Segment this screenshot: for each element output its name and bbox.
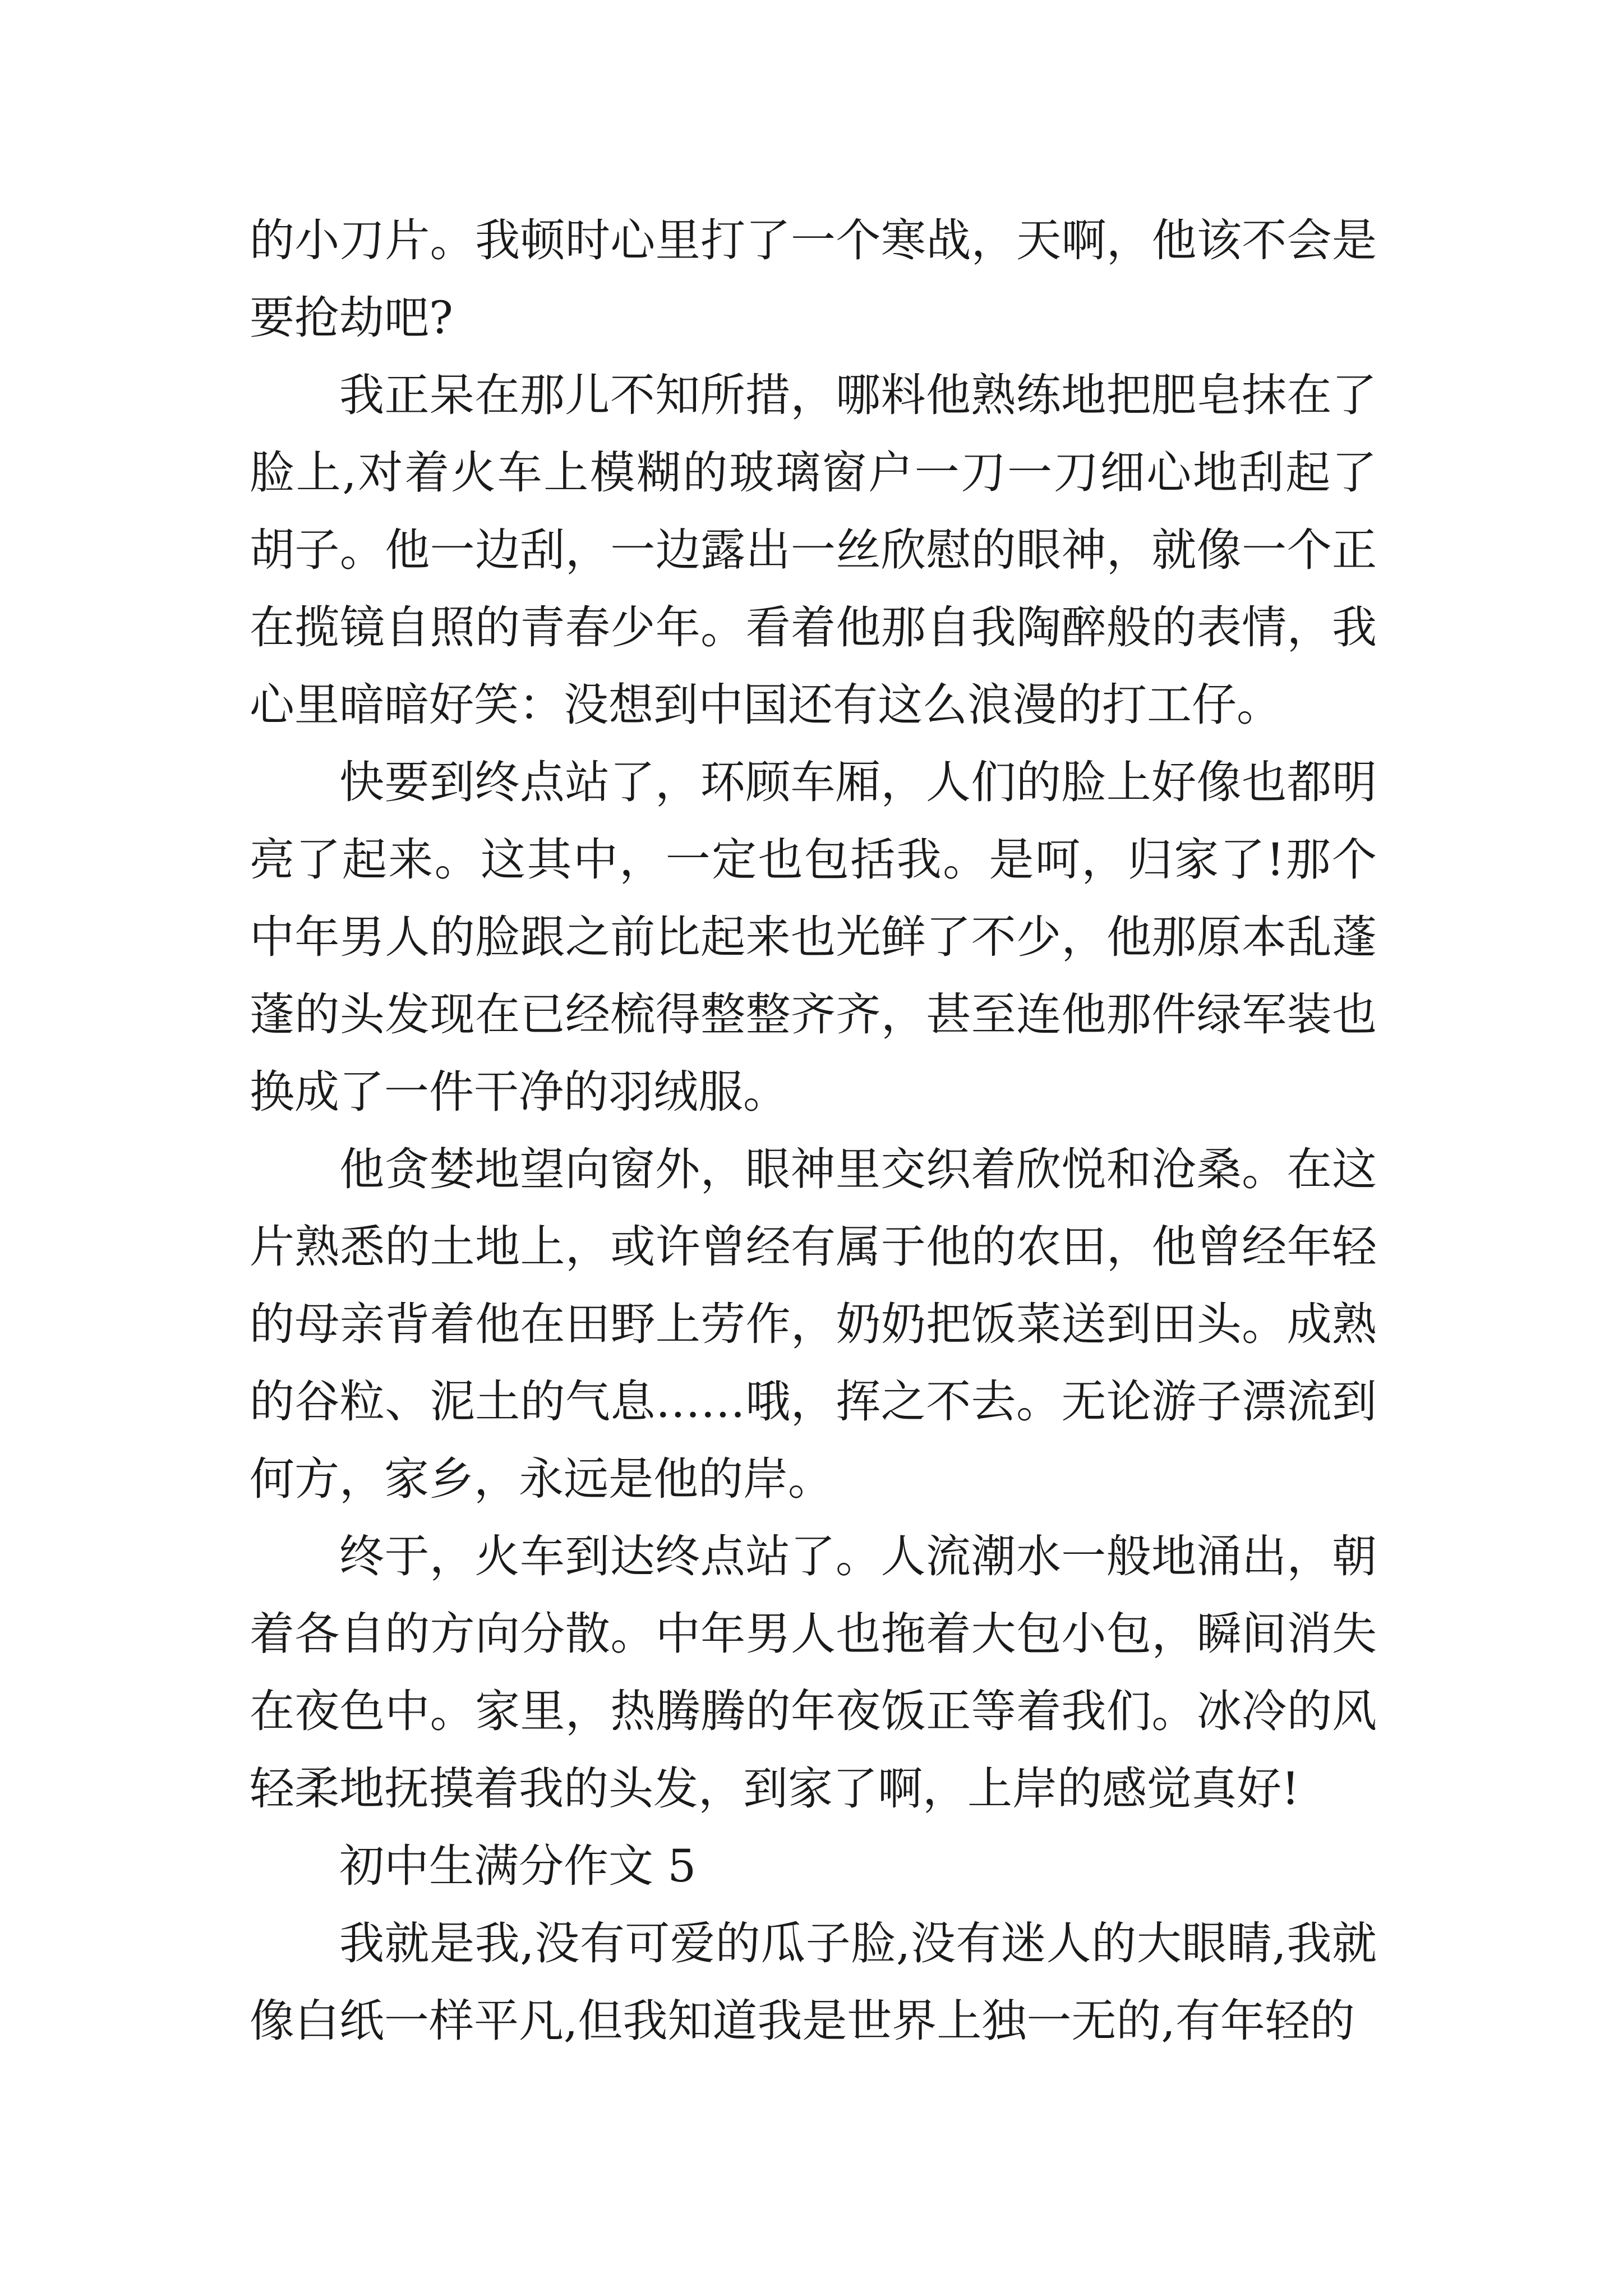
paragraph: 他贪婪地望向窗外，眼神里交织着欣悦和沧桑。在这片熟悉的土地上，或许曾经有属于他的农田，他曾经年轻的母亲背着他在田野上劳作，奶奶把饭菜送到田头。成熟的谷粒、泥土的气息……哦，挥之不去。无论游子漂流到何方，家乡，永远是他的岸。: [250, 1143, 1377, 1505]
paragraph-continuation: 的小刀片。我顿时心里打了一个寒战，天啊，他该不会是要抢劫吧?: [250, 214, 1377, 344]
paragraph: 快要到终点站了，环顾车厢，人们的脸上好像也都明亮了起来。这其中，一定也包括我。是呵，归家了!那个中年男人的脸跟之前比起来也光鲜了不少，他那原本乱蓬蓬的头发现在已经梳得整整齐齐，甚至连他那件绿军装也换成了一件干净的羽绒服。: [250, 756, 1377, 1118]
paragraph: 我就是我,没有可爱的瓜子脸,没有迷人的大眼睛,我就像白纸一样平凡,但我知道我是世界上独一无的,有年轻的: [250, 1917, 1377, 2047]
paragraph: 我正呆在那儿不知所措，哪料他熟练地把肥皂抹在了脸上,对着火车上模糊的玻璃窗户一刀一刀细心地刮起了胡子。他一边刮，一边露出一丝欣慰的眼神，就像一个正在揽镜自照的青春少年。看着他那自我陶醉般的表情，我心里暗暗好笑：没想到中国还有这么浪漫的打工仔。: [250, 369, 1377, 731]
section-heading: 初中生满分作文 5: [339, 1840, 697, 1892]
paragraph: 终于，火车到达终点站了。人流潮水一般地涌出，朝着各自的方向分散。中年男人也拖着大包小包，瞬间消失在夜色中。家里，热腾腾的年夜饭正等着我们。冰冷的风轻柔地抚摸着我的头发，到家了啊，上岸的感觉真好!: [250, 1530, 1377, 1815]
document-body: [250, 202, 1377, 2060]
